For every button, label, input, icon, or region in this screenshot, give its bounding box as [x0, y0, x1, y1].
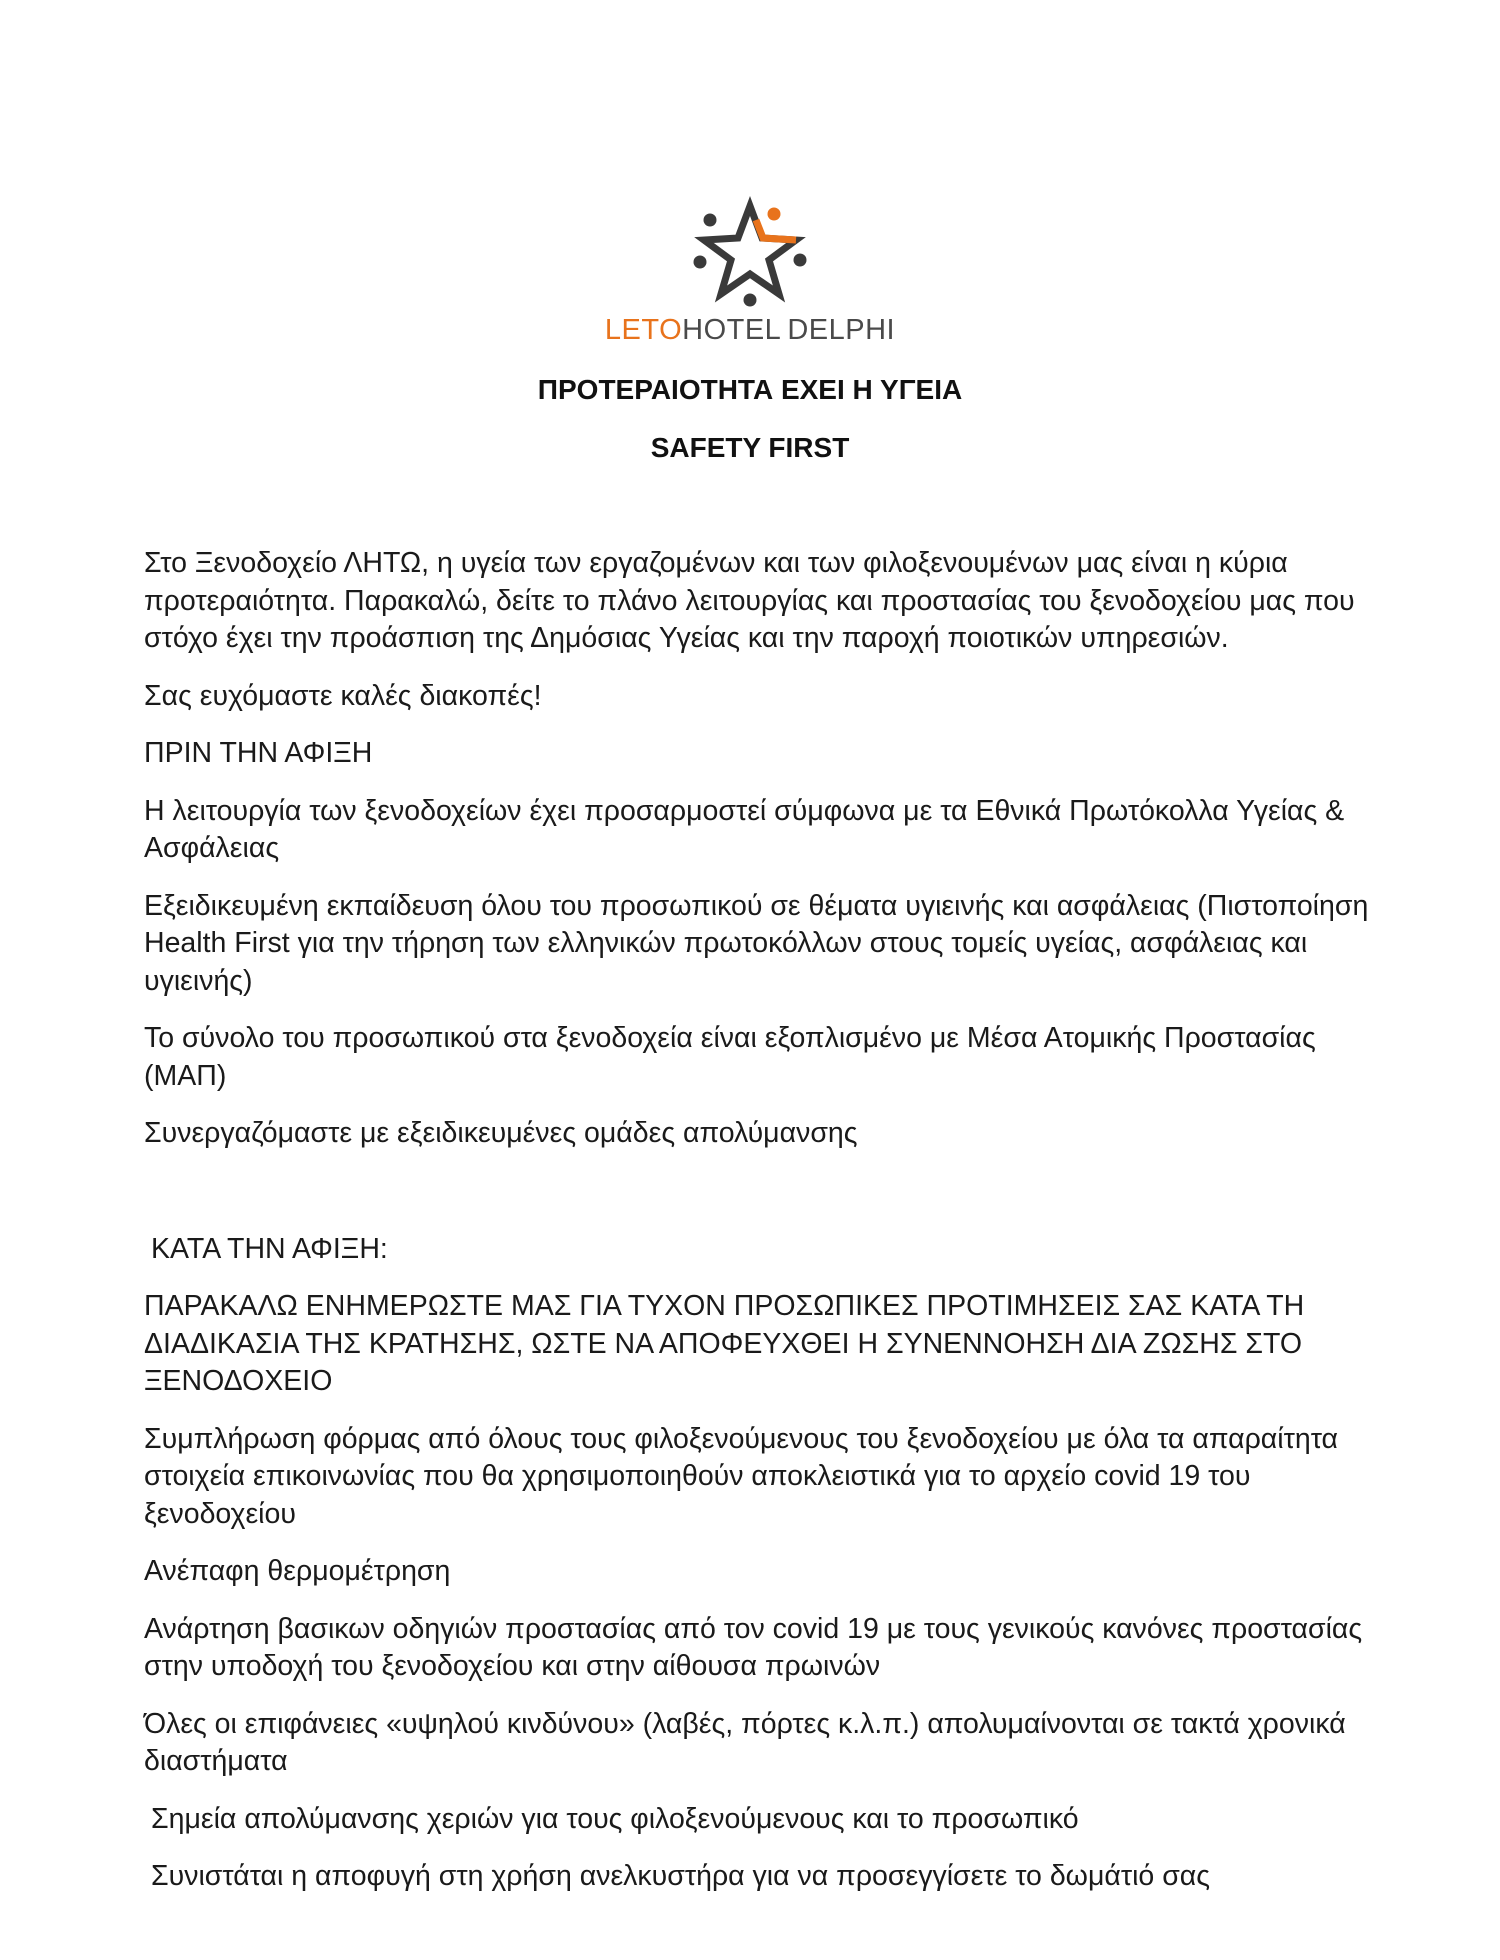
arrival-item-1: ΠΑΡΑΚΑΛΩ ΕΝΗΜΕΡΩΣΤΕ ΜΑΣ ΓΙΑ ΤΥΧΟΝ ΠΡΟΣΩΠΙΚΕΣ ΠΡΟΤΙΜΗΣΕΙΣ ΣΑΣ ΚΑΤΑ ΤΗ ΔΙΑΔΙΚΑΣΙΑ ΤΗΣ ΚΡΑΤΗΣΗΣ, ΩΣΤΕ ΝΑ ΑΠΟΦΕΥΧΘΕΙ Η ΣΥΝΕΝΝΟΗΣΗ ΔΙΑ ΖΩΣΗΣ ΣΤΟ ΞΕΝΟΔΟΧΕΙΟ: [144, 1290, 1305, 1397]
logo-wordmark: [600, 314, 900, 347]
section-heading-before-arrival: ΠΡΙΝ ΤΗΝ ΑΦΙΞΗ: [144, 737, 373, 769]
before-item-4: Συνεργαζόμαστε με εξειδικευμένες ομάδες απολύμανσης: [144, 1117, 858, 1149]
document-body: [144, 545, 1374, 1916]
before-item-3: Το σύνολο του προσωπικού στα ξενοδοχεία είναι εξοπλισμένο με Μέσα Ατομικής Προστασίας (ΜΑΠ): [144, 1022, 1316, 1092]
page-title: ΠΡΟΤΕΡΑΙΟΤΗΤΑ ΕΧΕΙ Η ΥΓΕΙΑ: [537, 374, 963, 405]
hotel-logo: [600, 196, 900, 356]
wordmark-leto: LETO: [604, 314, 683, 346]
arrival-item-6: Σημεία απολύμανσης χεριών για τους φιλοξενούμενους και το προσωπικό: [151, 1802, 1079, 1835]
wordmark-hotel: HOTEL: [682, 314, 782, 346]
arrival-item-4: Ανάρτηση βασικων οδηγιών προστασίας από τον covid 19 με τους γενικούς κανόνες προστασίας στην υποδοχή του ξενοδοχείου και στην αίθουσα πρωινών: [144, 1612, 1363, 1682]
before-item-1: Η λειτουργία των ξενοδοχείων έχει προσαρμοστεί σύμφωνα με τα Εθνικά Πρωτόκολλα Υγείας & Ασφάλειας: [144, 794, 1345, 864]
wordmark-delphi: DELPHI: [787, 314, 896, 346]
arrival-item-3: Ανέπαφη θερμομέτρηση: [144, 1555, 451, 1587]
intro-paragraph: Στο Ξενοδοχείο ΛΗΤΩ, η υγεία των εργαζομένων και των φιλοξενουμένων μας είναι η κύρια προτεραιότητα. Παρακαλώ, δείτε το πλάνο λειτουργίας και προστασίας του ξενοδοχείου μας που στόχο έχει την προάσπιση της Δημόσιας Υγείας και την παροχή ποιοτικών υπηρεσιών.: [144, 547, 1355, 654]
section-heading-on-arrival: ΚΑΤΑ ΤΗΝ ΑΦΙΞΗ:: [151, 1232, 388, 1265]
arrival-item-2: Συμπλήρωση φόρμας από όλους τους φιλοξενούμενους του ξενοδοχείου με όλα τα απαραίτητα στοιχεία επικοινωνίας που θα χρησιμοποιηθούν αποκλειστικά για το αρχείο covid 19 του ξενοδοχείου: [144, 1422, 1339, 1530]
before-item-2: Εξειδικευμένη εκπαίδευση όλου του προσωπικού σε θέματα υγιεινής και ασφάλειας (Πιστοποίηση Health First για την τήρηση των ελληνικών πρωτοκόλλων στους τομείς υγείας, ασφάλειας και υγιεινής): [144, 889, 1369, 997]
page-subtitle: SAFETY FIRST: [650, 432, 850, 463]
arrival-item-7: Συνιστάται η αποφυγή στη χρήση ανελκυστήρα για να προσεγγίσετε το δωμάτιό σας: [151, 1860, 1210, 1892]
wish-paragraph: Σας ευχόμαστε καλές διακοπές!: [144, 679, 542, 712]
star-people-icon: [692, 196, 808, 308]
arrival-item-5: Όλες οι επιφάνειες «υψηλού κινδύνου» (λαβές, πόρτες κ.λ.π.) απολυμαίνονται σε τακτά χρονικά διαστήματα: [144, 1707, 1346, 1777]
